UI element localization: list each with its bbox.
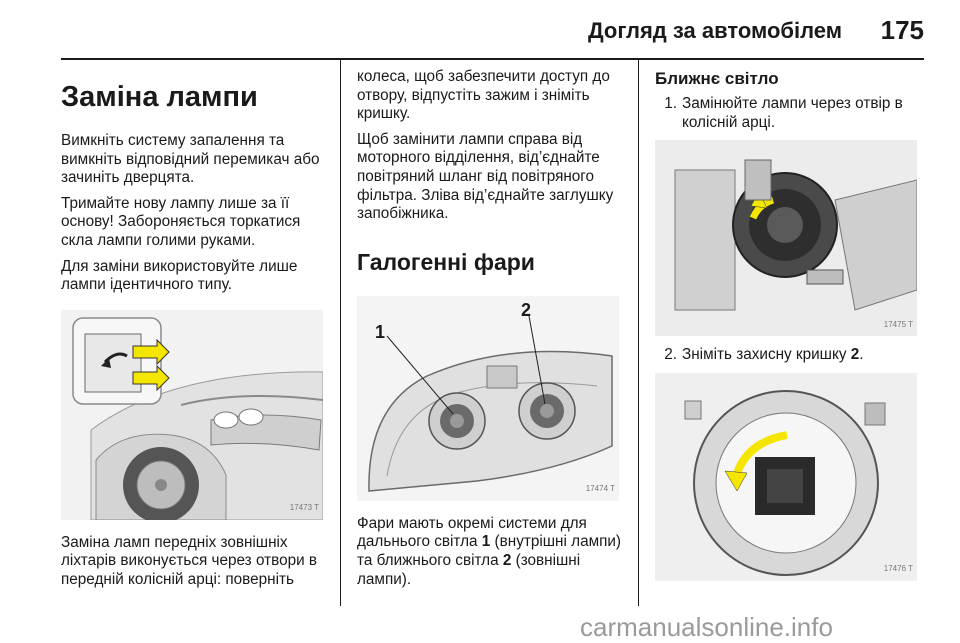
list-text-part: Зніміть захисну кришку bbox=[682, 346, 851, 364]
callout-2: 2 bbox=[521, 299, 532, 320]
list-number: 1. bbox=[664, 95, 677, 112]
list-item bbox=[655, 95, 920, 132]
caption-ref-1: 1 bbox=[481, 533, 491, 551]
column-1 bbox=[61, 68, 331, 597]
figure-code: 17473 T bbox=[289, 503, 319, 513]
paragraph: Заміна ламп передніх зовнішніх ліхтарів виконується через отвори в передній колісній арці: поверніть bbox=[61, 533, 318, 588]
figure-car-wheel-arch bbox=[61, 310, 323, 520]
column-3 bbox=[655, 68, 920, 581]
figure-protective-cover bbox=[655, 373, 917, 581]
caption-text: Фари мають окремі системи для дальнього світла bbox=[357, 514, 587, 551]
column-divider-2 bbox=[638, 60, 639, 606]
list-number: 2. bbox=[664, 346, 677, 364]
figure-caption bbox=[357, 515, 627, 589]
list-text-ref: 2 bbox=[850, 346, 860, 364]
watermark: carmanualsonline.info bbox=[580, 612, 833, 642]
figure-code: 17476 T bbox=[883, 564, 913, 574]
list-text: Замінюйте лампи через отвір в колісній арці. bbox=[682, 95, 903, 131]
list-text bbox=[682, 346, 863, 365]
callout-1: 1 bbox=[375, 321, 386, 342]
paragraph: Вимкніть систему запалення та вимкніть відповідний перемикач або зачиніть дверцята. bbox=[61, 132, 320, 187]
figure-wheel-arch-opening bbox=[655, 140, 917, 336]
section-heading-low-beam: Ближнє світло bbox=[655, 69, 779, 88]
paragraph: Щоб замінити лампи справа від моторного відділення, від’єднайте повітряний шланг від повітряного фільтра. Зліва від’єднайте заглушку запобіжника. bbox=[357, 130, 614, 223]
figure-code: 17475 T bbox=[883, 319, 913, 329]
list-text-part: . bbox=[859, 346, 864, 364]
section-heading-halogen-headlights: Галогенні фари bbox=[357, 248, 535, 275]
paragraph: Тримайте нову лампу лише за її основу! Забороняється торкатися скла лампи голими руками. bbox=[61, 194, 301, 249]
caption-text: (зовнішні лампи). bbox=[357, 551, 581, 588]
headlight-illustration bbox=[357, 296, 619, 501]
figure-headlight bbox=[357, 296, 619, 501]
column-2 bbox=[357, 68, 627, 596]
paragraph: Для заміни використовуйте лише лампи ідентичного типу. bbox=[61, 257, 298, 294]
caption-text: (внутрішні лампи) та ближнього світла bbox=[357, 533, 622, 569]
section-heading-bulb-replacement: Заміна лампи bbox=[61, 81, 258, 113]
car-wheel-arch-illustration bbox=[61, 310, 323, 520]
list-item bbox=[655, 346, 920, 365]
header-title: Догляд за автомобілем bbox=[587, 18, 842, 43]
protective-cover-illustration bbox=[655, 373, 917, 581]
caption-ref-2: 2 bbox=[502, 551, 512, 569]
page-number: 175 bbox=[880, 15, 924, 45]
paragraph: колеса, щоб забезпечити доступ до отвору, відпустіть зажим і зніміть кришку. bbox=[357, 68, 610, 123]
figure-code: 17474 T bbox=[585, 484, 615, 494]
column-divider-1 bbox=[340, 60, 341, 606]
wheel-arch-opening-illustration bbox=[655, 140, 917, 336]
header-rule bbox=[61, 58, 924, 60]
